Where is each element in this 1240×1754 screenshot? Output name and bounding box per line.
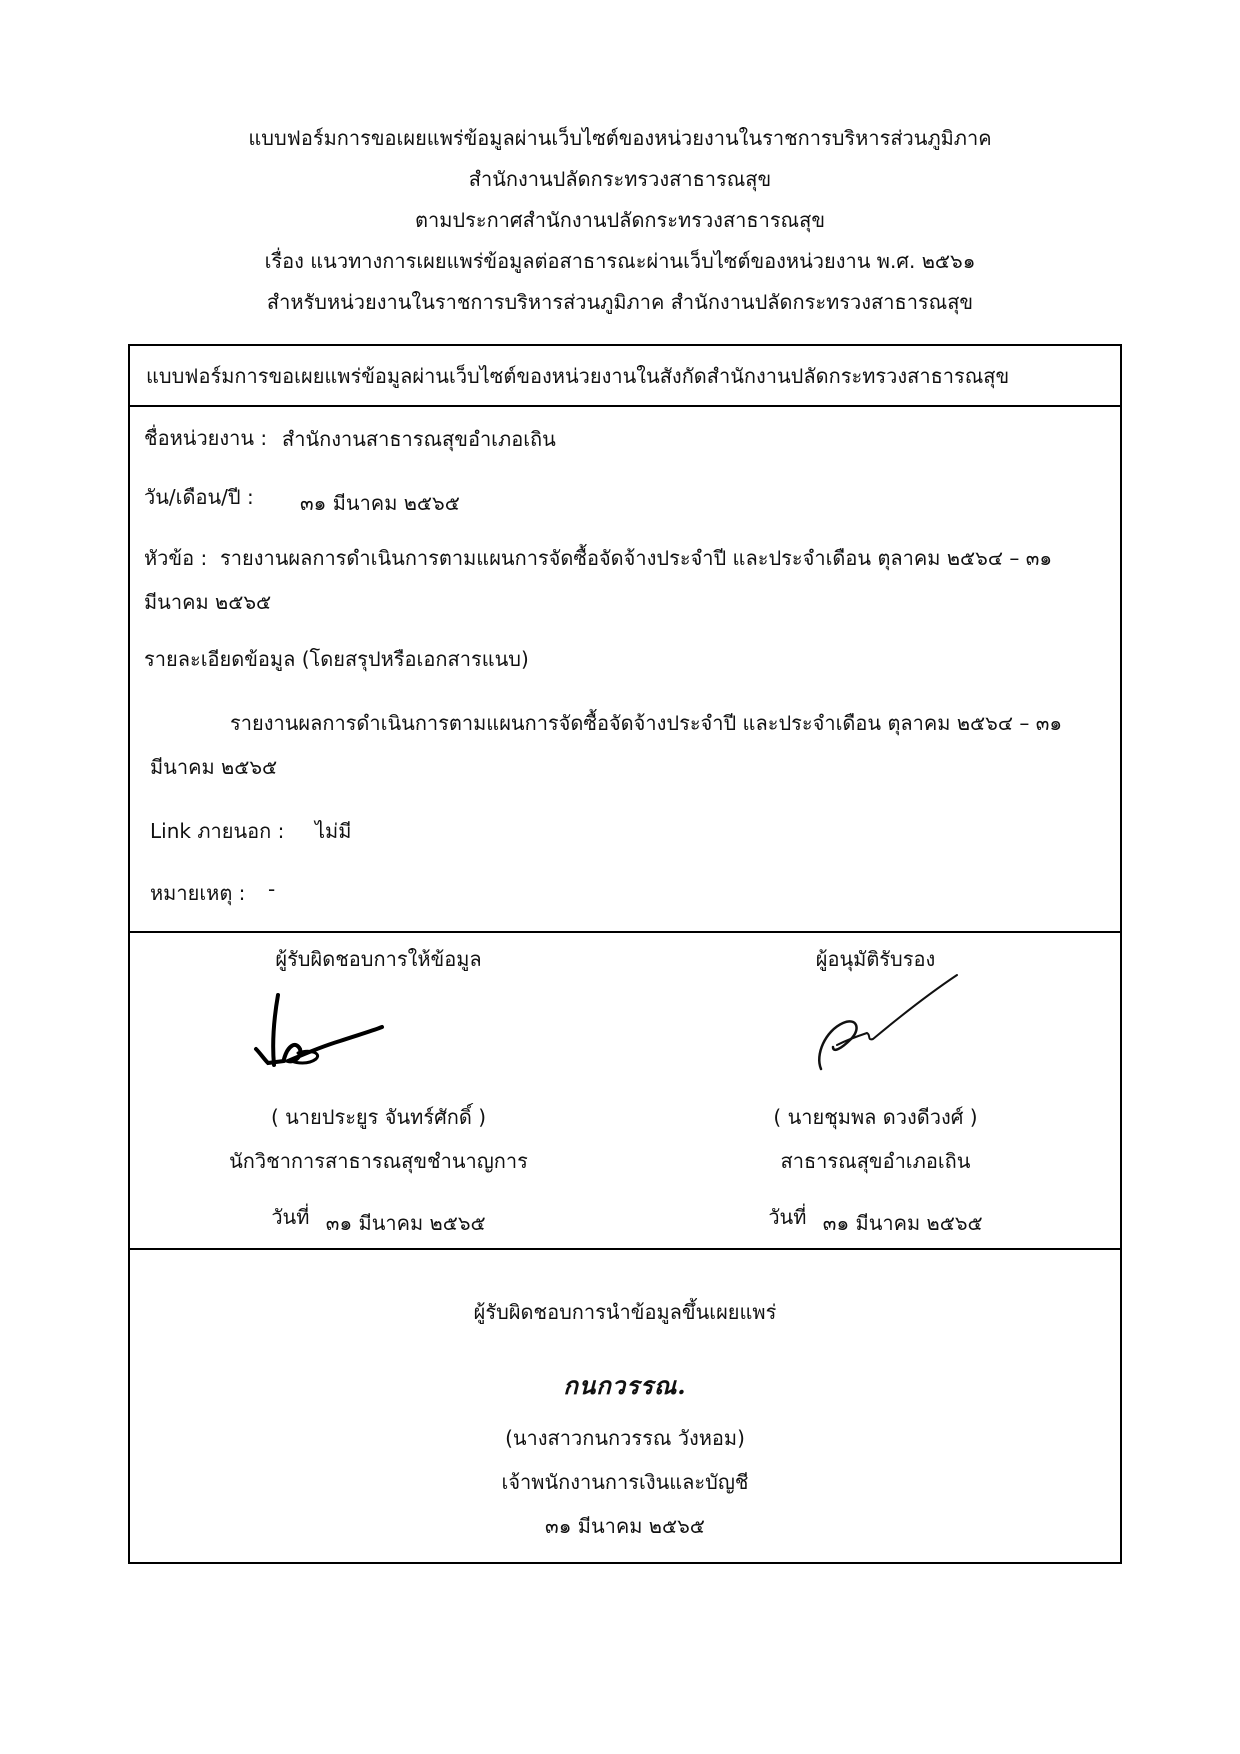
note-value: - xyxy=(268,877,276,901)
header-line-4: เรื่อง แนวทางการเผยแพร่ข้อมูลต่อสาธารณะผ่านเว็บไซต์ของหน่วยงาน พ.ศ. ๒๕๖๑ xyxy=(264,249,976,273)
document-header xyxy=(0,118,1240,323)
approver-position: สาธารณสุขอำเภอเถิน xyxy=(780,1149,971,1173)
subject-label: หัวข้อ : xyxy=(144,546,208,570)
link-label: Link ภายนอก : xyxy=(150,819,285,843)
provider-position: นักวิชาการสาธารณสุขชำนาญการ xyxy=(229,1149,528,1173)
publisher-block xyxy=(130,1250,1120,1562)
approver-date-value: ๓๑ มีนาคม ๒๕๖๕ xyxy=(822,1211,983,1235)
signature-section xyxy=(130,933,1120,1250)
form-box xyxy=(128,344,1122,1564)
form-title: แบบฟอร์มการขอเผยแพร่ข้อมูลผ่านเว็บไซต์ของหน่วยงานในสังกัดสำนักงานปลัดกระทรวงสาธารณสุข xyxy=(130,346,1120,407)
approver-role: ผู้อนุมัติรับรอง xyxy=(815,947,936,971)
publisher-role: ผู้รับผิดชอบการนำข้อมูลขึ้นเผยแพร่ xyxy=(473,1300,777,1324)
approver-date xyxy=(627,1201,1124,1233)
provider-name: ( นายประยูร จันทร์ศักดิ์ ) xyxy=(270,1105,487,1129)
header-line-5: สำหรับหน่วยงานในราชการบริหารส่วนภูมิภาค สำนักงานปลัดกระทรวงสาธารณสุข xyxy=(266,290,974,314)
provider-signature-block xyxy=(130,933,627,1248)
date-value: ๓๑ มีนาคม ๒๕๖๕ xyxy=(300,491,460,515)
subject-line-2: มีนาคม ๒๕๖๕ xyxy=(144,590,272,614)
publisher-name: (นางสาวกนกวรรณ วังหอม) xyxy=(505,1426,745,1450)
link-value: ไม่มี xyxy=(315,819,352,843)
note-label: หมายเหตุ : xyxy=(150,881,246,905)
agency-value: สำนักงานสาธารณสุขอำเภอเถิน xyxy=(282,427,556,451)
approver-date-label: วันที่ xyxy=(768,1205,807,1229)
detail-line-1: รายงานผลการดำเนินการตามแผนการจัดซื้อจัดจ้างประจำปี และประจำเดือน ตุลาคม ๒๕๖๔ – ๓๑ xyxy=(230,711,1063,735)
approver-signature-icon xyxy=(807,969,967,1079)
detail-line-2: มีนาคม ๒๕๖๕ xyxy=(150,755,278,779)
provider-signature-icon xyxy=(250,983,390,1073)
publisher-position: เจ้าพนักงานการเงินและบัญชี xyxy=(501,1470,749,1494)
header-line-2: สำนักงานปลัดกระทรวงสาธารณสุข xyxy=(468,167,772,191)
form-details xyxy=(130,407,1120,933)
provider-role: ผู้รับผิดชอบการให้ข้อมูล xyxy=(275,947,482,971)
provider-date-label: วันที่ xyxy=(271,1205,310,1229)
detail-label: รายละเอียดข้อมูล (โดยสรุปหรือเอกสารแนบ) xyxy=(144,647,529,671)
publisher-date: ๓๑ มีนาคม ๒๕๖๕ xyxy=(545,1514,705,1538)
provider-date-value: ๓๑ มีนาคม ๒๕๖๕ xyxy=(325,1211,486,1235)
approver-signature-block xyxy=(627,933,1124,1248)
publisher-signature: กนกวรรณ. xyxy=(563,1371,687,1400)
header-line-3: ตามประกาศสำนักงานปลัดกระทรวงสาธารณสุข xyxy=(414,208,825,232)
subject-line-1: รายงานผลการดำเนินการตามแผนการจัดซื้อจัดจ้างประจำปี และประจำเดือน ตุลาคม ๒๕๖๔ – ๓๑ xyxy=(220,546,1053,570)
agency-label: ชื่อหน่วยงาน : xyxy=(144,426,268,450)
provider-date xyxy=(130,1201,627,1233)
date-label: วัน/เดือน/ปี : xyxy=(144,485,254,509)
header-line-1: แบบฟอร์มการขอเผยแพร่ข้อมูลผ่านเว็บไซต์ของหน่วยงานในราชการบริหารส่วนภูมิภาค xyxy=(248,126,992,150)
approver-name: ( นายชุมพล ดวงดีวงศ์ ) xyxy=(773,1105,978,1129)
